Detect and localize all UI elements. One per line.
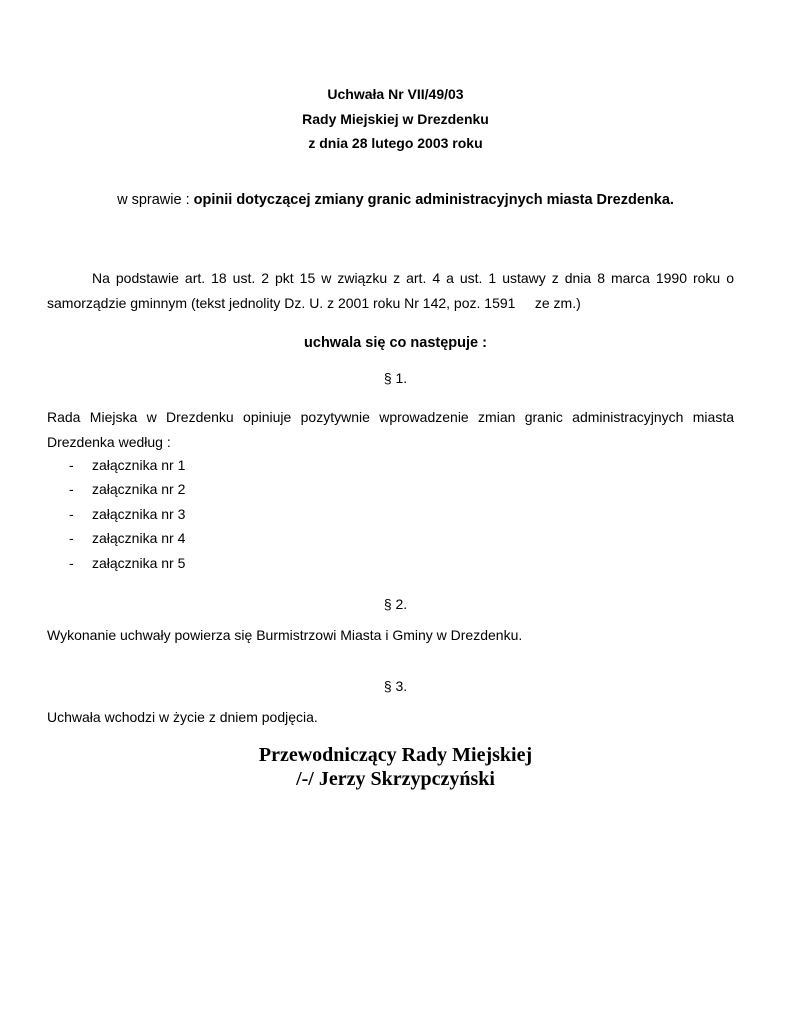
list-item (47, 502, 185, 526)
legal-basis-line-2: samorządzie gminnym (tekst jednolity Dz. U. z 2001 roku Nr 142, poz. 1591 ze zm.) (47, 294, 581, 311)
legal-basis-paragraph (47, 266, 734, 315)
section-2-mark: § 2. (383, 596, 408, 612)
list-item-label: załącznika nr 3 (92, 505, 186, 522)
signature-title: Przewodniczący Rady Miejskiej (258, 744, 533, 766)
section-2-text: Wykonanie uchwały powierza się Burmistrzowi Miasta i Gminy w Drezdenku. (47, 627, 523, 643)
list-item-label: załącznika nr 1 (92, 457, 186, 473)
section-1-line-1: Rada Miejska w Drezdenku opiniuje pozytywnie wprowadzenie zmian granic administracyjnych miasta (47, 409, 734, 425)
subject-line (0, 192, 791, 208)
list-item-label: załącznika nr 4 (92, 530, 186, 547)
signature-name: /-/ Jerzy Skrzypczyński (296, 768, 495, 790)
list-dash: - (69, 530, 74, 547)
section-3-mark: § 3. (383, 678, 408, 694)
legal-basis-line-1: Na podstawie art. 18 ust. 2 pkt 15 w związku z art. 4 a ust. 1 ustawy z dnia 8 marca 1990 roku o (92, 270, 734, 286)
list-item-label: załącznika nr 5 (92, 554, 186, 571)
resolves-heading: uchwala się co następuje : (304, 335, 487, 351)
list-dash: - (69, 554, 74, 571)
section-1-mark: § 1. (383, 370, 408, 386)
resolution-number: Uchwała Nr VII/49/03 (327, 86, 464, 102)
list-item (47, 526, 185, 550)
council-name: Rady Miejskiej w Drezdenku (302, 111, 489, 127)
list-dash: - (69, 481, 74, 498)
section-1-line-2: Drezdenka według : (47, 433, 171, 450)
list-dash: - (69, 457, 74, 473)
subject-prefix: w sprawie : (117, 192, 194, 208)
section-3-text: Uchwała wchodzi w życie z dniem podjęcia. (47, 709, 318, 725)
list-item (47, 551, 185, 575)
list-dash: - (69, 505, 74, 522)
list-item (47, 453, 185, 477)
list-item (47, 477, 185, 501)
resolution-date: z dnia 28 lutego 2003 roku (308, 135, 483, 151)
section-1-paragraph (47, 405, 734, 454)
list-item-label: załącznika nr 2 (92, 481, 186, 498)
attachments-list (47, 453, 185, 575)
subject-text: opinii dotyczącej zmiany granic administracyjnych miasta Drezdenka. (193, 192, 674, 208)
